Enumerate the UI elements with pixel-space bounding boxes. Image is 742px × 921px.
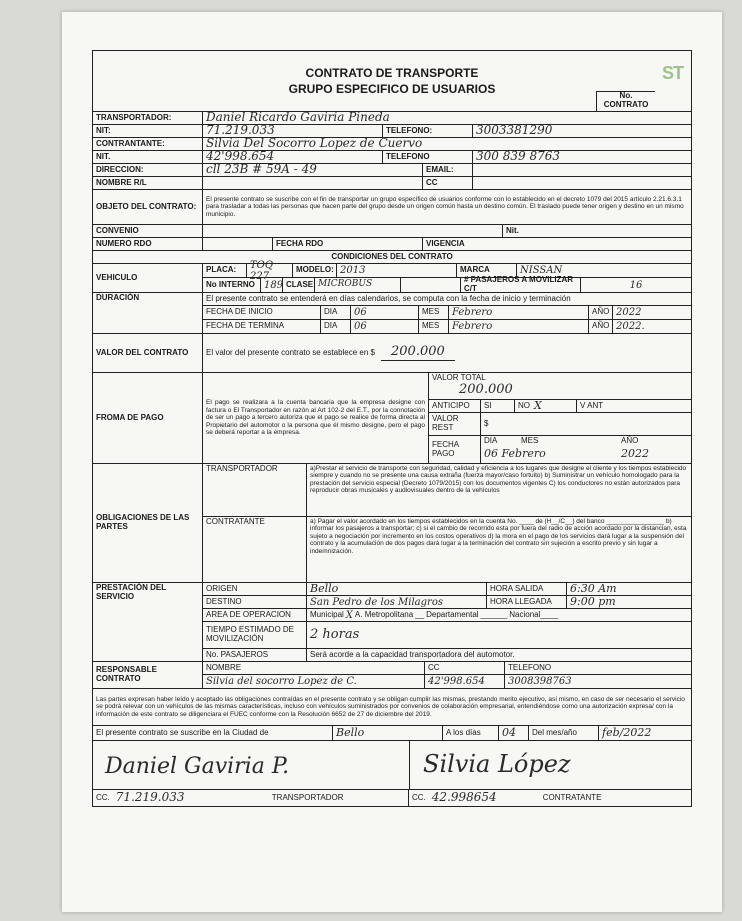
destino-label: DESTINO: [203, 596, 307, 608]
obl-transportador-label: TRANSPORTADOR: [203, 464, 307, 516]
email-label: EMAIL:: [423, 164, 473, 176]
valor-value: 200.000: [381, 345, 455, 360]
municipal-label: Municipal: [310, 609, 344, 619]
numero-rdo-label: NUMERO RDO: [93, 238, 203, 250]
suscribe-row: [93, 726, 691, 741]
hora-salida-label: HORA SALIDA: [487, 583, 567, 595]
convenio-row: [93, 225, 691, 238]
origen-label: ORIGEN: [203, 583, 307, 595]
anticipo-no-cell: [515, 400, 577, 412]
cc-contratante-cell: [409, 790, 691, 806]
resp-tel-value: 3008398763: [508, 676, 572, 687]
placa-value: TOQ 227: [247, 264, 293, 277]
inicio-mes-label: MES: [419, 306, 449, 319]
contratante-sig-label: CONTRATANTE: [542, 792, 602, 802]
valor-row: [93, 334, 691, 373]
contratante-label: CONTRANTANTE:: [93, 138, 203, 150]
obl-transportador-text: a)Prestar el servicio de transporte con seguridad, calidad y eficiencia a los lugares que designe el cliente y los tiempos establecido siempre y cuando no se presente una causa extraña (fuerza mayor/caso fortuito) b) Suministrar un vehículo homologado para la prestación del servicio especial (Decreto 1079/2015) con los documentos vigentes C) los conductores no están autorizados para reproducir obras musicales y audiovisuales dentro de la vehículos: [310, 465, 687, 495]
obl-contratante-label: CONTRATANTE: [203, 517, 307, 582]
numero-rdo-value: [203, 238, 273, 250]
clase-label: CLASE:: [283, 278, 315, 292]
termina-mes-value: Febrero: [449, 320, 589, 333]
marca-value: NISSAN: [520, 265, 563, 276]
transportador-sig-label: TRANSPORTADOR: [271, 792, 344, 802]
cc-transportador-cell: [93, 790, 409, 806]
direccion-label: DIRECCION:: [93, 164, 203, 176]
modelo-value: 2013: [337, 264, 457, 277]
del-mes-label: Del mes/año: [529, 726, 599, 740]
transportador-row: [93, 112, 691, 125]
area-options: Municipal X A. Metropolitana __ Departamental ______ Nacional ____: [310, 609, 559, 621]
inicio-mes-value: Febrero: [449, 306, 589, 319]
valor-text: El valor del presente contrato se establece en $: [206, 347, 375, 357]
nit2-row: [93, 151, 691, 164]
nacional-label: Nacional: [509, 609, 541, 619]
clase-value: MICROBUS: [315, 278, 401, 292]
blank-cell: [401, 278, 461, 292]
direccion-row: [93, 164, 691, 177]
signature-labels: [93, 790, 691, 806]
forma-pago-text: El pago se realizara a la cuenta bancaria que la empresa designe con factura o El Transportador en razón al Art 102-2 del E.T., por la connotación de ser un pago a tercero autoriza que el pago se realice de forma directa al Propietario del automotor o la persona que él mismo designe, pero el pago se deberá reportar a la empresa.: [203, 373, 429, 463]
nit-short-label: Nit.: [506, 225, 519, 235]
inicio-dia-label: DIA: [321, 306, 351, 319]
duracion-label: DURACIÓN: [93, 293, 203, 333]
vehiculo-row: [93, 259, 691, 293]
marca-label: MARCA: [457, 264, 517, 277]
prestacion-row: [93, 583, 691, 662]
suscribe-label: El presente contrato se suscribe en la Ciudad de: [93, 726, 333, 740]
inicio-dia-value: 06: [351, 306, 419, 319]
obl-contratante-text: a) Pagar el valor acordado en los tiempos establecidos en la cuenta No. ____ de (H__/C__) del banco ________________ b) informar los pasajeros a transportar; c) si el cambio de recorrido esta por fuera del radio de acción acordado por la distancian, esta sujeto a negociación por incremento en los costos operativos d) la mora en el pago de los servicios dará lugar a la suspensión del contrato y la acumulación de dos pagos dará lugar a la terminación del contrato sin sujeción a escrito previo y sin lugar a indemnización.: [310, 518, 687, 555]
fecha-termina-label: FECHA DE TERMINA: [203, 320, 321, 333]
resp-cc-value: 42'998.654: [425, 675, 505, 688]
obligaciones-row: [93, 464, 691, 583]
form-subtitle: GRUPO ESPECIFICO DE USUARIOS: [288, 82, 496, 96]
valor-total-label: VALOR TOTAL: [432, 373, 486, 382]
objeto-label: OBJETO DEL CONTRATO:: [93, 190, 203, 224]
numero-rdo-row: [93, 238, 691, 251]
clausula-row: [93, 689, 691, 726]
forma-pago-row: [93, 373, 691, 464]
nit-label: NIT:: [93, 125, 203, 137]
nit-value: 71.219.033: [203, 125, 383, 137]
inicio-anio-value: 2022: [616, 307, 642, 318]
vant-label: V ANT: [580, 400, 604, 410]
prestacion-label: PRESTACIÓN DEL SERVICIO: [93, 583, 203, 661]
placa-label: PLACA:: [203, 264, 247, 277]
fecha-pago-label: FECHA PAGO: [429, 436, 481, 463]
termina-anio-value: 2022.: [616, 321, 645, 332]
hora-salida-value: 6:30 Am: [570, 581, 617, 595]
valor-text-cell: [203, 334, 691, 372]
telefono2-label: TELEFONO: [383, 151, 473, 163]
responsable-label: RESPONSABLE CONTRATO: [93, 662, 203, 688]
contract-form: [92, 50, 692, 807]
origen-value: Bello: [307, 583, 487, 595]
pasajeros-value: 16: [629, 279, 643, 291]
hora-llegada-label: HORA LLEGADA: [487, 596, 567, 608]
termina-dia-label: DIA: [321, 320, 351, 333]
contratante-row: [93, 138, 691, 151]
no-pasajeros-label: No. PASAJEROS: [203, 649, 307, 661]
pago-fecha-value: 06 Febrero: [484, 447, 546, 460]
resp-nombre-value: Silvia del socorro Lopez de C.: [203, 675, 425, 688]
firma-contratante: Silvia López: [423, 750, 571, 778]
cc-transportador-prefix: CC.: [96, 792, 110, 802]
clausula-text: Las partes expresan haber leído y aceptado las obligaciones contraídas en el presente contrato y se obligan cumplir las mismas, prestando merito ejecutivo, así mismo, en caso de ser necesario el servicio se podrá relevar con un vehículos de las mismas características, incluso con vehículos suministrados por convenios de colaboración empresarial, entendiéndose como una autorización expresa/ con la información de este contrato se diligenciara el FUEC conforme con la Resolución 6652 de 27 de diciembre del 2019.: [96, 695, 685, 718]
convenio-value: [203, 225, 503, 237]
anticipo-no-label: NO: [518, 400, 530, 410]
transportador-label: TRANSPORTADOR:: [93, 112, 203, 124]
hora-llegada-value: 9:00 pm: [570, 594, 616, 608]
nit2-value: 42'998.654: [203, 151, 383, 163]
termina-anio-label: AÑO: [589, 320, 613, 333]
cc-label: CC: [423, 177, 473, 189]
cc-contratante-prefix: CC.: [412, 792, 426, 802]
pago-dia-label: DIA: [484, 436, 498, 445]
anticipo-no-mark: X: [534, 398, 542, 412]
municipal-mark: X: [345, 609, 353, 621]
dias-value: 04: [499, 726, 529, 740]
destino-value: San Pedro de los Milagros: [307, 596, 487, 608]
resp-nombre-label: NOMBRE: [203, 662, 425, 674]
termina-mes-label: MES: [419, 320, 449, 333]
telefono-label: TELEFONO:: [383, 125, 473, 137]
nombre-rl-label: NOMBRE R/L: [93, 177, 203, 189]
a-los-dias-label: A los días: [443, 726, 499, 740]
company-logo: ST: [661, 63, 683, 83]
direccion-value: cll 23B # 59A - 49: [203, 164, 423, 176]
ciudad-value: Bello: [333, 726, 443, 740]
pago-anio-value: 2022: [621, 447, 649, 460]
condiciones-heading: CONDICIONES DEL CONTRATO: [331, 251, 453, 261]
inicio-anio-label: AÑO: [589, 306, 613, 319]
form-title: CONTRATO DE TRANSPORTE: [305, 66, 479, 80]
nombre-rl-row: [93, 177, 691, 190]
vigencia-label: VIGENCIA: [426, 238, 465, 248]
objeto-text: El presente contrato se suscribe con el fin de transportar un grupo específico de usuarios conforme con lo establecido en el decreto 1079 del 2015 artículo 2.21.6.3.1 para trasladar a todas las personas que hacen parte del grupo desde un origen común hasta un destino común. El traslado puede tener origen y destino en un mismo municipio.: [206, 195, 684, 218]
mes-anio-value: feb/2022: [602, 725, 652, 739]
responsable-row: [93, 662, 691, 689]
forma-pago-label: FROMA DE PAGO: [93, 373, 203, 463]
anticipo-si-label: SI: [481, 400, 515, 412]
pago-anio-label: AÑO: [621, 436, 639, 445]
convenio-label: CONVENIO: [93, 225, 203, 237]
no-interno-label: No INTERNO: [203, 278, 261, 292]
metropolitana-label: A. Metropolitana: [354, 609, 414, 619]
valor-rest-label: VALOR REST: [429, 413, 481, 435]
cc-contratante-value: 42.998654: [431, 790, 497, 805]
tiempo-label: TIEMPO ESTIMADO DE MOVILIZACIÓN: [203, 622, 307, 648]
resp-cc-label: CC: [425, 662, 505, 674]
contratante-value: Silvia Del Socorro Lopez de Cuervo: [206, 136, 423, 151]
no-interno-value: 189: [261, 278, 283, 292]
nombre-rl-value: [203, 177, 423, 189]
telefono2-value: 300 839 8763: [476, 149, 560, 164]
objeto-row: [93, 190, 691, 225]
duracion-row: [93, 293, 691, 334]
anticipo-label: ANTICIPO: [429, 400, 481, 412]
fecha-rdo-label: FECHA RDO: [273, 238, 423, 250]
pasajeros-label: # PASAJEROS A MOVILIZAR C/T: [461, 278, 581, 292]
duracion-text: El presente contrato se entenderá en días calendarios, se computa con la fecha de inicio y terminación: [203, 293, 691, 306]
valor-label: VALOR DEL CONTRATO: [93, 334, 203, 372]
paper-sheet: [62, 12, 722, 912]
no-pasajeros-text: Será acorde a la capacidad transportadora del automotor.: [310, 649, 515, 659]
tiempo-value: 2 horas: [310, 626, 360, 642]
obligaciones-label: OBLIGACIONES DE LAS PARTES: [93, 464, 203, 582]
resp-tel-label: TELEFONO: [508, 662, 552, 672]
contract-number-box: No. CONTRATO: [596, 91, 655, 112]
transportador-value: Daniel Ricardo Gaviria Pineda: [206, 110, 390, 125]
termina-dia-value: 06: [351, 320, 419, 333]
area-label: AREA DE OPERACION: [203, 609, 307, 621]
fecha-inicio-label: FECHA DE INICIO: [203, 306, 321, 319]
nit2-label: NIT.: [93, 151, 203, 163]
cc-transportador-value: 71.219.033: [115, 790, 185, 805]
valor-total-value: 200.000: [459, 382, 513, 397]
valor-rest-value: $: [484, 418, 489, 428]
form-header: [93, 51, 691, 112]
telefono-value: 3003381290: [476, 123, 553, 138]
pago-mes-label: MES: [521, 436, 539, 445]
departamental-label: Departamental: [426, 609, 479, 619]
email-value: [473, 164, 691, 176]
signatures-area: [93, 741, 691, 790]
firma-transportador: Daniel Gaviria P.: [105, 754, 290, 779]
cc-value: [473, 177, 691, 189]
condiciones-row: [93, 251, 691, 264]
modelo-label: MODELO:: [293, 264, 337, 277]
vehiculo-label: VEHICULO: [93, 264, 203, 292]
